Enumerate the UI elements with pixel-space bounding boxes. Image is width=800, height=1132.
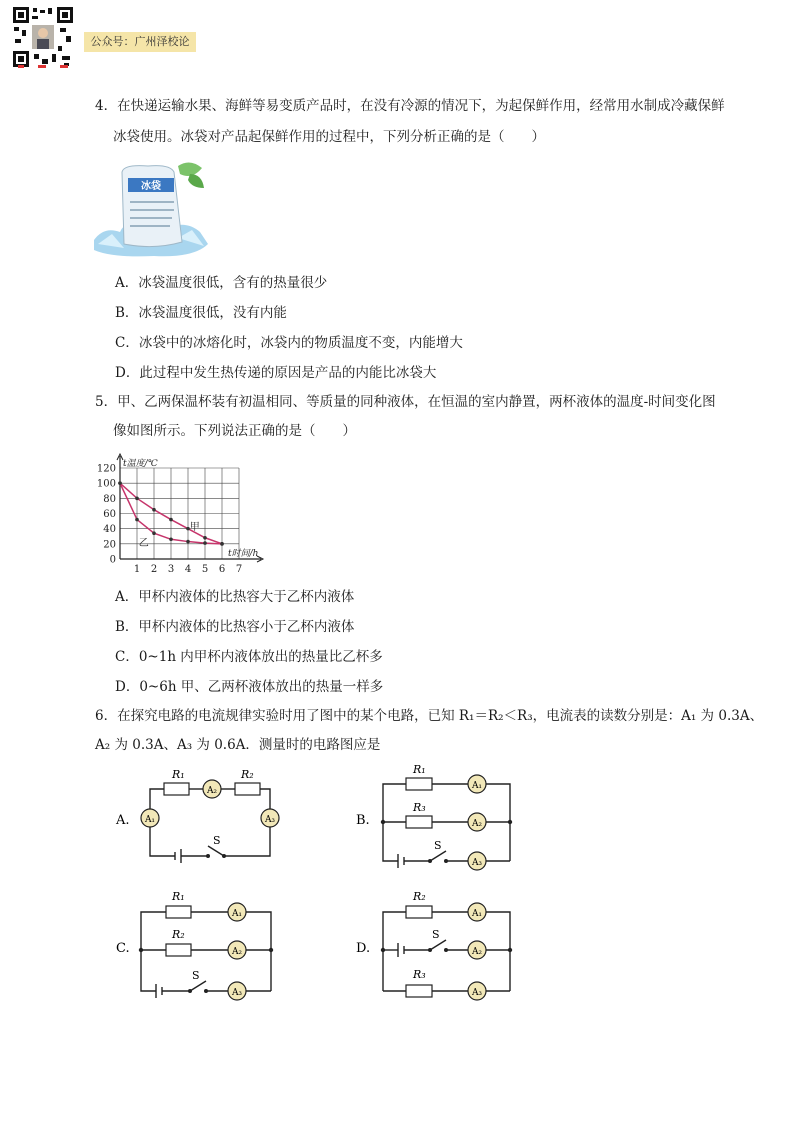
circuit-d-a1-label: A₁: [471, 909, 483, 919]
circuit-d-r2-label: R₂: [413, 890, 426, 903]
circuit-c-label: C.: [116, 941, 130, 956]
q5-option-c[interactable]: C．0~1h 内甲杯内液体放出的热量比乙杯多: [115, 649, 383, 665]
circuit-a-r1-label: R₁: [172, 768, 185, 781]
circuit-a-r2-label: R₂: [241, 768, 254, 781]
series-point-1: [220, 542, 224, 546]
x-tick-label: 2: [150, 564, 158, 575]
series-label-yi: 乙: [138, 538, 149, 550]
circuit-d: [350, 880, 530, 1005]
series-point-0: [203, 536, 207, 540]
circuit-c-a1-label: A₁: [231, 909, 243, 919]
circuit-c-s-label: S: [192, 969, 200, 982]
circuit-a-label: A.: [116, 813, 130, 828]
temperature-time-chart: [95, 452, 285, 577]
series-point-1: [169, 537, 173, 541]
q4-option-c[interactable]: C．冰袋中的冰熔化时，冰袋内的物质温度不变，内能增大: [115, 335, 463, 351]
circuit-b-r3-label: R₃: [413, 801, 426, 814]
y-tick-label: 120: [96, 463, 116, 475]
series-point-0: [169, 518, 173, 522]
q5-stem-line1: 5．甲、乙两保温杯装有初温相同、等质量的同种液体，在恒温的室内静置，两杯液体的温度-时间变化图: [95, 394, 716, 410]
series-point-1: [118, 481, 122, 485]
q6-stem-line2: A₂ 为 0.3A、A₃ 为 0.6A．测量时的电路图应是: [95, 737, 381, 753]
series-label-jia: 甲: [189, 522, 200, 534]
x-tick-label: 3: [167, 564, 175, 575]
circuit-b-label: B.: [356, 813, 370, 828]
circuit-d-r3-label: R₃: [413, 968, 426, 981]
y-tick-label: 0: [109, 554, 116, 566]
circuit-c-r1-label: R₁: [172, 890, 185, 903]
series-point-1: [152, 531, 156, 535]
circuit-c-a2-label: A₂: [231, 947, 243, 957]
circuit-d-label: D.: [356, 941, 371, 956]
x-tick-label: 6: [218, 564, 226, 575]
circuit-d-a3-label: A₃: [471, 988, 483, 998]
series-point-1: [203, 541, 207, 545]
q5-option-a[interactable]: A．甲杯内液体的比热容大于乙杯内液体: [115, 589, 355, 605]
circuit-b-a2-label: A₂: [471, 819, 483, 829]
circuit-b-r1-label: R₁: [413, 763, 426, 776]
q5-stem-line2: 像如图所示。下列说法正确的是（ ）: [113, 423, 356, 439]
circuit-a: [110, 760, 300, 865]
circuit-b-a1-label: A₁: [471, 781, 483, 791]
q4-option-d[interactable]: D．此过程中发生热传递的原因是产品的内能比冰袋大: [115, 365, 437, 381]
ice-bag-label: 冰袋: [141, 181, 161, 192]
qr-code-icon: [12, 6, 74, 68]
series-point-1: [135, 518, 139, 522]
q5-option-d[interactable]: D．0~6h 甲、乙两杯液体放出的热量一样多: [115, 679, 384, 695]
q4-stem-line2: 冰袋使用。冰袋对产品起保鲜作用的过程中，下列分析正确的是（ ）: [113, 129, 545, 145]
y-axis-label: t温度/℃: [123, 459, 158, 469]
x-tick-label: 7: [235, 564, 243, 575]
circuit-b-a3-label: A₃: [471, 858, 483, 868]
series-point-0: [135, 497, 139, 501]
circuit-a-a1-label: A₁: [144, 815, 156, 825]
circuit-a-s-label: S: [213, 834, 221, 847]
series-point-0: [152, 508, 156, 512]
circuit-a-a2-label: A₂: [206, 786, 218, 796]
circuit-a-a3-label: A₃: [264, 815, 276, 825]
circuit-c-r2-label: R₂: [172, 928, 185, 941]
circuit-c-a3-label: A₃: [231, 988, 243, 998]
q4-stem-line1: 4．在快递运输水果、海鲜等易变质产品时，在没有冷源的情况下，为起保鲜作用，经常用水制成冷藏保鲜: [95, 98, 725, 114]
circuit-b: [350, 760, 530, 880]
circuit-d-a2-label: A₂: [471, 947, 483, 957]
q4-option-b[interactable]: B．冰袋温度很低，没有内能: [115, 305, 287, 321]
q5-option-b[interactable]: B．甲杯内液体的比热容小于乙杯内液体: [115, 619, 355, 635]
y-tick-label: 100: [96, 478, 116, 490]
y-tick-label: 20: [103, 539, 116, 551]
x-tick-label: 4: [184, 564, 192, 575]
ice-bag-image: [94, 158, 210, 260]
y-tick-label: 60: [103, 509, 116, 520]
circuit-d-s-label: S: [432, 928, 440, 941]
x-tick-label: 1: [133, 564, 141, 575]
x-tick-label: 5: [201, 564, 209, 575]
q6-stem-line1: 6．在探究电路的电流规律实验时用了图中的某个电路，已知 R₁＝R₂＜R₃，电流表的读数分别是：A₁ 为 0.3A、: [95, 708, 764, 724]
circuit-b-s-label: S: [434, 839, 442, 852]
x-axis-label: t时间/h: [228, 549, 259, 559]
series-point-1: [186, 540, 190, 544]
watermark-badge: 公众号：广州泽校论: [84, 32, 196, 52]
circuit-c: [110, 880, 290, 1005]
q4-option-a[interactable]: A．冰袋温度很低，含有的热量很少: [115, 275, 328, 291]
y-tick-label: 80: [103, 493, 116, 505]
y-tick-label: 40: [103, 524, 116, 536]
